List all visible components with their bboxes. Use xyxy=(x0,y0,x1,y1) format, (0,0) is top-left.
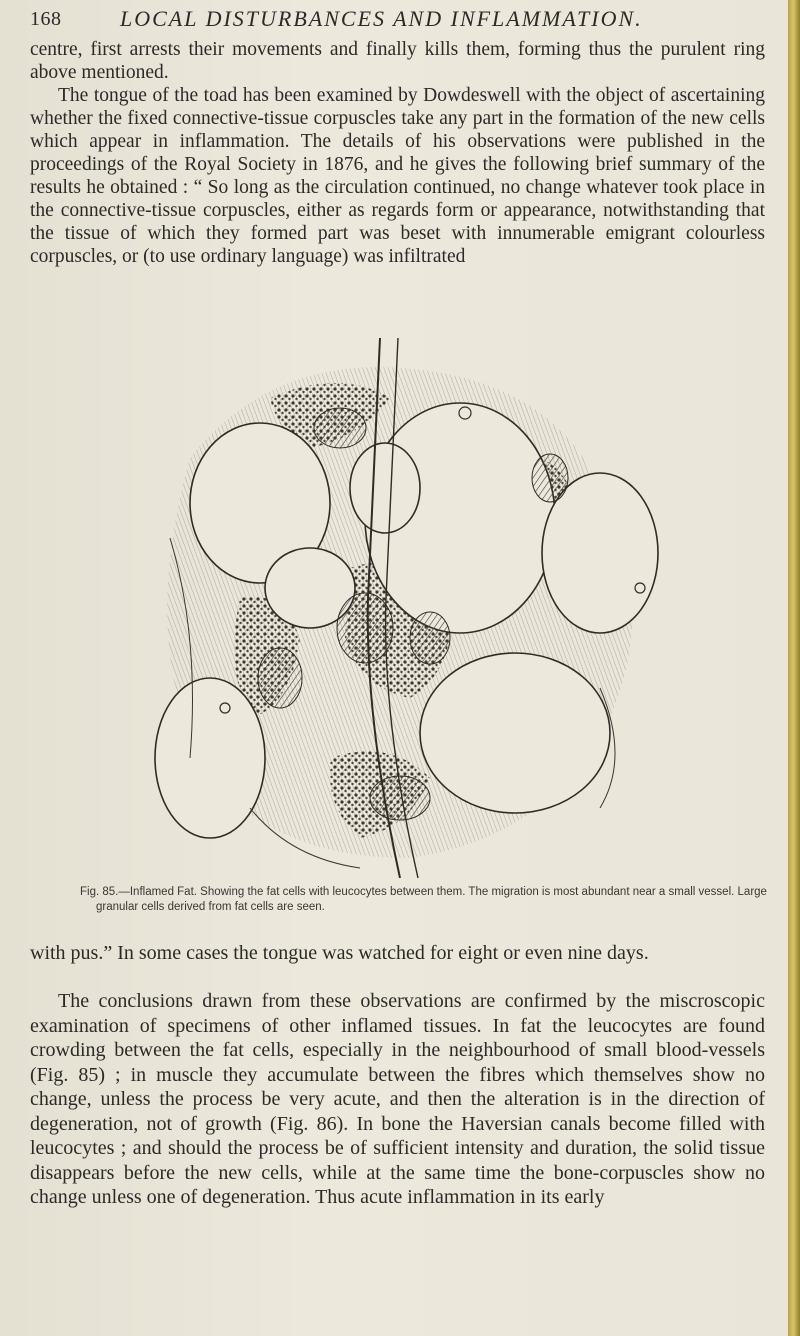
paragraph-conclusions: The conclusions drawn from these observations are confirmed by the miscroscopic examination of specimens of other inflamed tissues. In fat the leucocytes are found crowding between the fat cells, especially in the neighbourhood of small blood-vessels (Fig. 85) ; in muscle they accumulate between the fibres which themselves show no change, unless the process be very acute, and then the alteration is in the direction of degeneration, not of growth (Fig. 86). In bone the Haversian canals become filled with leucocytes ; and should the process be of sufficient intensity and duration, the solid tissue disappears before the new cells, while at the same time the bone-corpuscles show no change unless one of degeneration. Thus acute inflammation in its early xyxy=(30,990,765,1208)
page-edge xyxy=(788,0,800,1336)
figure-inflamed-fat-illustration xyxy=(130,338,670,878)
inflamed-fat-engraving xyxy=(130,338,670,878)
page-number: 168 xyxy=(30,8,62,30)
figure-caption: Fig. 85.—Inflamed Fat. Showing the fat cells with leucocytes between them. The migration is most abundant near a small vessel. Large granular cells derived from fat cells are seen. xyxy=(80,886,767,913)
page-header xyxy=(30,6,770,36)
paragraph-quote-end: with pus.” In some cases the tongue was watched for eight or even nine days. xyxy=(30,942,649,964)
running-title: LOCAL DISTURBANCES AND INFLAMMATION. xyxy=(120,6,643,31)
paragraph-dowdeswell: The tongue of the toad has been examined by Dowdeswell with the object of ascertaining whether the fixed connective-tissue corpuscles take any part in the formation of the new cells which appear in inflammation. The details of his observations were published in the proceedings of the Royal Society in 1876, and he gives the following brief summary of the results he obtained : “ So long as the circulation continued, no change whatever took place in the connective-tissue corpuscles, either as regards form or appearance, notwithstanding that the tissue of which they formed part was beset with innumerable emigrant colourless corpuscles, or (to use ordinary language) was infiltrated xyxy=(30,85,765,267)
paragraph-continued: centre, first arrests their movements and finally kills them, forming thus the purulent ring above mentioned. xyxy=(30,39,765,83)
